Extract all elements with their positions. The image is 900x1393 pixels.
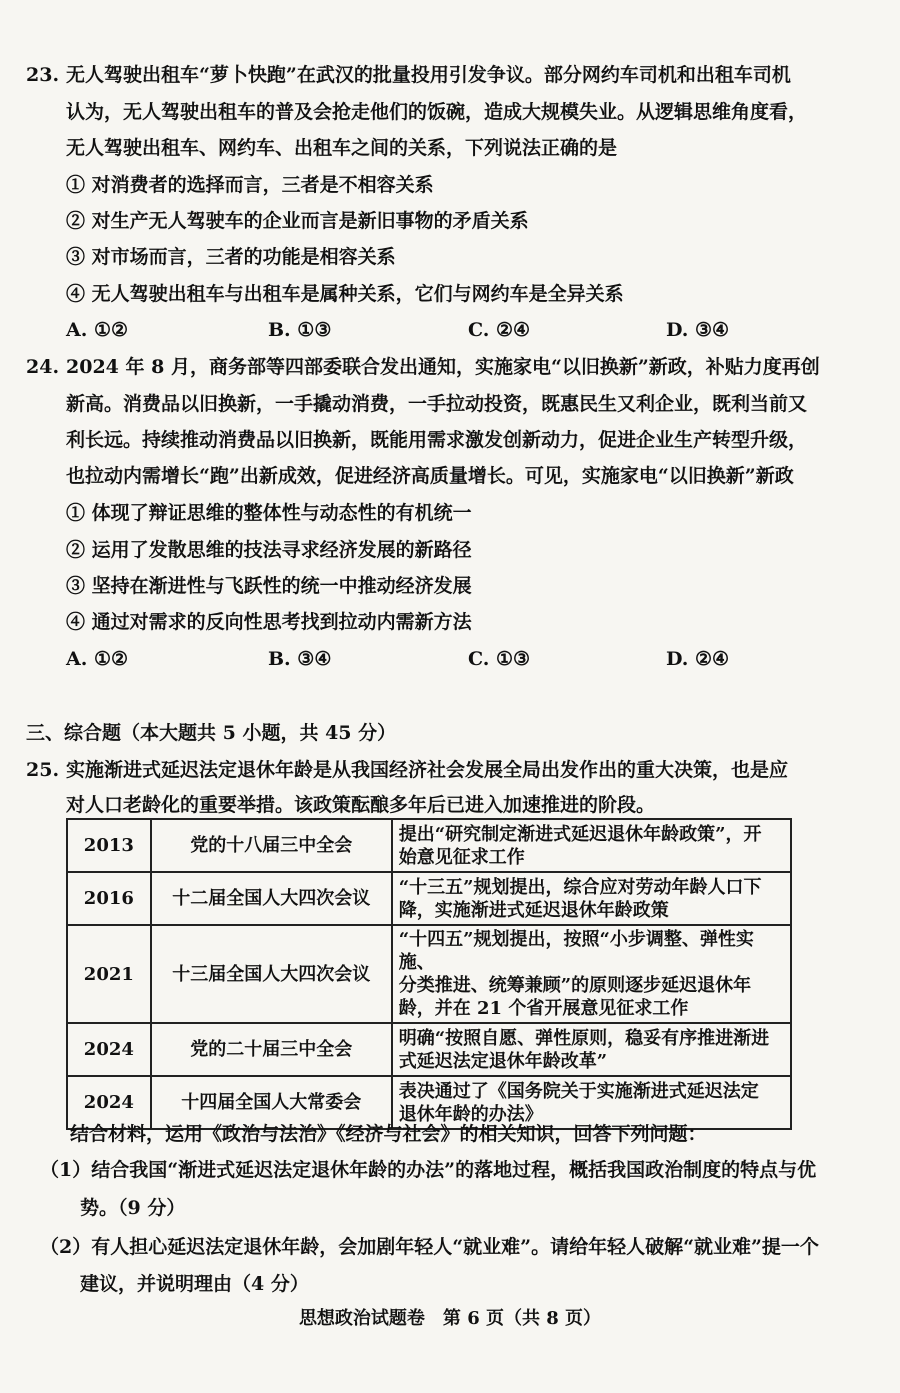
table-desc <box>392 872 791 925</box>
q23-choice-c[interactable]: C. ②④ <box>468 319 531 341</box>
q25-sub1-line-2: 势。（9 分） <box>80 1197 186 1219</box>
q25-number: 25. <box>26 759 60 781</box>
table-year: 2021 <box>67 925 151 1023</box>
q24-choice-c[interactable]: C. ①③ <box>468 648 531 670</box>
table-desc-line: 分类推进、统筹兼顾”的原则逐步延迟退休年 <box>398 975 752 996</box>
table-desc <box>392 1023 791 1076</box>
q25-stem-line-1: 实施渐进式延迟法定退休年龄是从我国经济社会发展全局出发作出的重大决策，也是应 <box>66 759 789 781</box>
q25-sub2-line-1: （2）有人担心延迟法定退休年龄，会加剧年轻人“就业难”。请给年轻人破解“就业难”提一个 <box>40 1236 819 1258</box>
table-row <box>67 925 791 1023</box>
table-desc-line: 退休年龄的办法》 <box>398 1103 543 1125</box>
q24-stem-line-3: 利长远。持续推动消费品以旧换新，既能用需求激发创新动力，促进企业生产转型升级， <box>66 429 808 451</box>
q23-choice-a[interactable]: A. ①② <box>66 319 129 341</box>
q23-number: 23. <box>26 64 60 86</box>
q24-stem-line-4: 也拉动内需增长“跑”出新成效，促进经济高质量增长。可见，实施家电“以旧换新”新政 <box>66 465 794 487</box>
table-desc-line: 降，实施渐进式延迟退休年龄政策 <box>398 899 669 921</box>
q23-option-1: ① 对消费者的选择而言，三者是不相容关系 <box>66 174 434 196</box>
table-desc-line: 提出“研究制定渐进式延迟退休年龄政策”，开 <box>398 823 762 845</box>
q24-option-1: ① 体现了辩证思维的整体性与动态性的有机统一 <box>66 502 472 524</box>
table-desc-line: 始意见征求工作 <box>398 846 525 868</box>
q25-intro: 结合材料，运用《政治与法治》《经济与社会》的相关知识，回答下列问题： <box>70 1123 707 1145</box>
q24-option-4: ④ 通过对需求的反向性思考找到拉动内需新方法 <box>66 611 472 633</box>
table-meeting: 十二届全国人大四次会议 <box>151 872 392 925</box>
table-year: 2024 <box>67 1023 151 1076</box>
table-year: 2024 <box>67 1076 151 1129</box>
table-desc <box>392 925 791 1023</box>
q24-choice-a[interactable]: A. ①② <box>66 648 129 670</box>
q24-number: 24. <box>26 356 60 378</box>
table-row <box>67 819 791 872</box>
q23-option-2: ② 对生产无人驾驶车的企业而言是新旧事物的矛盾关系 <box>66 210 529 232</box>
page-footer: 思想政治试题卷 第 6 页（共 8 页） <box>298 1308 602 1329</box>
table-desc-line: “十四五”规划提出，按照“小步调整、弹性实施、 <box>398 929 754 973</box>
table-row <box>67 1023 791 1076</box>
q25-sub2-line-2: 建议，并说明理由（4 分） <box>80 1273 309 1295</box>
q23-option-3: ③ 对市场而言，三者的功能是相容关系 <box>66 246 396 268</box>
q24-choice-b[interactable]: B. ③④ <box>268 648 332 670</box>
table-year: 2016 <box>67 872 151 925</box>
q25-stem-line-2: 对人口老龄化的重要举措。该政策酝酿多年后已进入加速推进的阶段。 <box>66 794 656 816</box>
q23-stem-line-2: 认为，无人驾驶出租车的普及会抢走他们的饭碗，造成大规模失业。从逻辑思维角度看， <box>66 101 808 123</box>
table-meeting: 十三届全国人大四次会议 <box>151 925 392 1023</box>
q24-option-3: ③ 坚持在渐进性与飞跃性的统一中推动经济发展 <box>66 575 472 597</box>
table-year: 2013 <box>67 819 151 872</box>
q24-choice-d[interactable]: D. ②④ <box>666 648 730 670</box>
table-desc-line: 式延迟法定退休年龄改革” <box>398 1050 608 1072</box>
q24-stem-line-2: 新高。消费品以旧换新，一手撬动消费，一手拉动投资，既惠民生又利企业，既利当前又 <box>66 393 808 415</box>
q23-stem-line-3: 无人驾驶出租车、网约车、出租车之间的关系，下列说法正确的是 <box>66 137 618 159</box>
q23-choice-b[interactable]: B. ①③ <box>268 319 332 341</box>
q25-sub1-line-1: （1）结合我国“渐进式延迟法定退休年龄的办法”的落地过程，概括我国政治制度的特点与优 <box>40 1159 817 1181</box>
q23-choice-d[interactable]: D. ③④ <box>666 319 730 341</box>
table-desc-line: “十三五”规划提出，综合应对劳动年龄人口下 <box>398 876 762 898</box>
table-meeting: 党的二十届三中全会 <box>151 1023 392 1076</box>
q23-option-4: ④ 无人驾驶出租车与出租车是属种关系，它们与网约车是全异关系 <box>66 283 624 305</box>
table-row <box>67 872 791 925</box>
table-desc <box>392 819 791 872</box>
table-desc-line: 表决通过了《国务院关于实施渐进式延迟法定 <box>398 1080 759 1102</box>
table-desc-line: 明确“按照自愿、弹性原则，稳妥有序推进渐进 <box>398 1027 770 1049</box>
q23-stem-line-1: 无人驾驶出租车“萝卜快跑”在武汉的批量投用引发争议。部分网约车司机和出租车司机 <box>66 64 791 86</box>
table-desc-line: 龄，并在 21 个省开展意见征求工作 <box>398 998 689 1019</box>
table-meeting: 党的十八届三中全会 <box>151 819 392 872</box>
table-meeting: 十四届全国人大常委会 <box>151 1076 392 1129</box>
q24-stem-line-1: 2024 年 8 月，商务部等四部委联合发出通知，实施家电“以旧换新”新政，补贴力度再创 <box>66 356 820 378</box>
section-heading: 三、综合题（本大题共 5 小题，共 45 分） <box>26 722 397 744</box>
policy-timeline-table <box>66 818 792 1130</box>
q24-option-2: ② 运用了发散思维的技法寻求经济发展的新路径 <box>66 539 472 561</box>
